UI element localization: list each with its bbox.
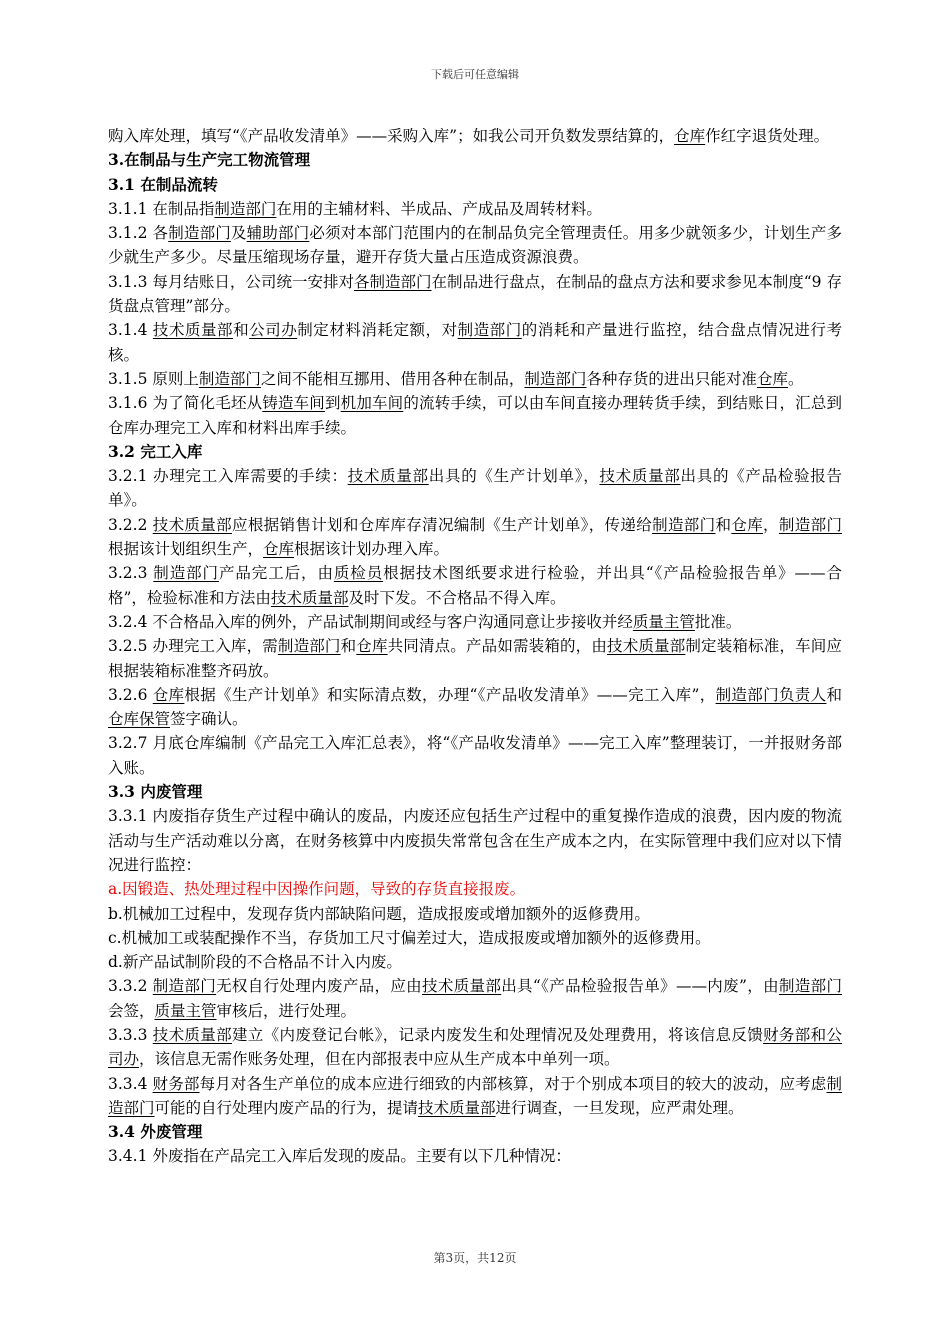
underlined-term: 制造部门 [652,515,716,534]
text-run: ，该信息无需作账务处理，但在内部报表中应从生产成本中单列一项。 [139,1050,620,1069]
underlined-term: 制造部门 [168,224,231,243]
paragraph [108,270,842,319]
text-run: 和 [715,515,732,534]
paragraph [108,124,842,148]
text-run: 应根据销售计划和仓库库存清况编制《生产计划单》，传递给 [231,515,653,534]
text-run: 3.2.1 办理完工入库需要的手续： [108,467,348,486]
paragraph [108,391,842,440]
paragraph [108,318,842,367]
underlined-term: 质量主管 [632,612,695,631]
text-run: 3.2.6 [108,685,153,704]
text-run: 根据该计划组织生产， [108,540,264,559]
text-run: ， [763,515,779,534]
paragraph [108,1072,842,1121]
text-run: 审核后，进行处理。 [216,1001,357,1020]
text-run: 根据该计划办理入库。 [294,540,450,559]
paragraph [108,877,842,901]
text-run: 3.1.3 每月结账日，公司统一安排对 [108,272,354,291]
text-run: 的流转手续，可以由车间直接办理转货手续，到结账日，汇总到仓库办理完工入库和材料出库手续。 [108,394,842,437]
text-run: 进行调查，一旦发现，应严肃处理。 [495,1098,744,1117]
underlined-term: 仓库 [756,369,788,388]
paragraph [108,731,842,780]
text-run: 在用的主辅材料、半成品、产成品及周转材料。 [276,199,602,218]
underlined-term: 仓库保管 [108,710,171,729]
underlined-term: 制造部门 [778,977,842,996]
underlined-term: 各制造部门 [354,272,432,291]
paragraph [108,610,842,634]
text-run: 3.4 外废管理 [108,1122,203,1142]
underlined-term: 技术质量部 [152,1025,232,1044]
page-footer: 第3页，共12页 [433,1251,517,1265]
text-run: 。 [787,369,804,388]
paragraph [108,950,842,974]
underlined-term: 仓库 [731,515,764,534]
document-body [108,124,842,1169]
text-run: 3.3 内废管理 [108,782,203,802]
text-run: 3.1.1 在制品指 [108,199,215,218]
underlined-term: 制造部门负责人 [715,685,827,704]
page-header: 下载后可任意编辑 [431,68,519,81]
text-run: 之间不能相互挪用、借用各种在制品， [260,369,525,388]
text-run: 制定装箱标准，车间应根据装箱标准整齐码放。 [108,637,842,680]
text-run: b.机械加工过程中，发现存货内部缺陷问题，造成报废或增加额外的返修费用。 [108,904,650,923]
text-run: 及时下发。不合格品不得入库。 [348,588,566,607]
text-run: 各种存货的进出只能对准 [586,369,757,388]
underlined-term: 仓库 [263,540,295,559]
paragraph [108,634,842,683]
text-run: 建立《内废登记台帐》，记录内废发生和处理情况及处理费用，将该信息反馈 [231,1025,764,1044]
text-run: 和 [233,321,250,340]
underlined-term: 技术质量部 [418,1098,496,1117]
paragraph [108,197,842,221]
underlined-term: 制造部门 [152,977,217,996]
section-heading [108,440,842,464]
text-run: 出具的《产品检验报告单》。 [108,467,842,510]
text-run: 3.3.2 [108,977,153,996]
text-run: 根据技术图纸要求进行检验，并出具“《产品检验报告单》——合格”，检验标准和方法由 [108,564,842,607]
text-run: 3.1.2 各 [108,224,169,243]
text-run: 在制品进行盘点，在制品的盘点方法和要求参见本制度“9 存货盘点管理”部分。 [108,272,842,316]
underlined-term: 制造部门 [524,369,587,388]
paragraph [108,561,842,610]
paragraph [108,367,842,391]
text-run: 会签， [108,1001,155,1020]
text-run: 3.4.1 外废指在产品完工入库后发现的废品。主要有以下几种情况： [108,1147,571,1166]
underlined-term: 公司办 [249,321,298,340]
text-run: 出具的《生产计划单》， [428,467,600,486]
text-run: 无权自行处理内废产品，应由 [216,977,423,996]
underlined-term: 铸造车间 [262,394,325,413]
underlined-term: 技术质量部 [152,515,232,534]
underlined-term: 技术质量部 [607,637,686,656]
underlined-term: 财务部 [152,1074,200,1093]
underlined-term: 仓库 [152,685,185,704]
underlined-term: 仓库 [674,127,706,145]
underlined-term: 技术质量部 [270,588,349,607]
text-run: 3.2.4 不合格品入库的例外，产品试制期间或经与客户沟通同意让步接收并经 [108,612,633,631]
underlined-term: 技术质量部 [599,467,681,486]
underlined-term: 财务部和公司办 [108,1025,842,1069]
text-run: 每月对各生产单位的成本应进行细致的内部核算，对于个别成本项目的较大的波动，应考虑 [199,1074,827,1093]
text-run: 批准。 [694,612,742,631]
underlined-term: 仓库 [356,637,388,656]
text-run: 根据《生产计划单》和实际清点数，办理“《产品收发清单》——完工入库”， [184,685,716,704]
text-run: 作红字退货处理。 [705,127,830,145]
text-run: 3.2.7 月底仓库编制《产品完工入库汇总表》，将“《产品收发清单》——完工入库”整理装订，一并报财务部入账。 [108,734,842,777]
paragraph [108,1023,842,1072]
paragraph [108,464,842,513]
text-run: 3.2.5 办理完工入库，需 [108,637,278,656]
section-heading [108,780,842,804]
underlined-term: 技术质量部 [347,467,429,486]
underlined-term: 质检员 [333,564,384,583]
text-run: 出具“《产品检验报告单》——内废”，由 [501,977,779,996]
text-run: 3.3.1 内废指存货生产过程中确认的废品，内废还应包括生产过程中的重复操作造成的浪费，因内废的物流活动与生产活动难以分离，在财务核算中内废损失常常包含在生产成本之内，在实际管理中我们应对以下情况进行监控： [108,807,842,874]
text-run: 3.1.6 为了简化毛坯从 [108,394,263,413]
text-run: 签字确认。 [170,710,248,729]
underlined-term: 制造部门 [778,515,842,534]
paragraph [108,926,842,950]
underlined-term: 制造部门 [214,199,277,218]
underlined-term: 质量主管 [154,1001,217,1020]
text-run: a.因锻造、热处理过程中因操作问题，导致的存货直接报废。 [108,880,526,899]
underlined-term: 制造部门 [457,321,522,340]
text-run: 购入库处理，填写“《产品收发清单》——采购入库”；如我公司开负数发票结算的， [108,127,675,145]
text-run: 3.3.3 [108,1025,153,1044]
text-run: 3.2 完工入库 [108,441,203,461]
section-heading [108,173,842,197]
paragraph [108,974,842,1023]
paragraph [108,221,842,270]
text-run: 共同清点。产品如需装箱的，由 [387,637,608,656]
text-run: 可能的自行处理内废产品的行为，提请 [154,1098,419,1117]
underlined-term: 制造部门 [108,1074,842,1117]
text-run: d.新产品试制阶段的不合格品不计入内废。 [108,953,402,972]
text-run: 和 [340,637,357,656]
text-run: 及 [230,224,247,243]
text-run: 3.1 在制品流转 [108,174,218,194]
paragraph [108,683,842,732]
text-run: 3.1.4 [108,321,153,340]
underlined-term: 技术质量部 [422,977,502,996]
section-heading [108,1120,842,1144]
text-run: 和 [826,685,842,704]
text-run: 3.1.5 原则上 [108,369,199,388]
paragraph [108,804,842,877]
text-run: 到 [324,394,341,413]
text-run: 的消耗和产量进行监控，结合盘点情况进行考核。 [108,321,842,364]
text-run: 制定材料消耗定额，对 [297,321,458,340]
underlined-term: 制造部门 [153,564,219,583]
paragraph [108,902,842,926]
underlined-term: 制造部门 [277,637,341,656]
underlined-term: 制造部门 [198,369,261,388]
text-run: 产品完工后，由 [218,564,334,583]
underlined-term: 机加车间 [340,394,404,413]
paragraph [108,513,842,562]
text-run: 3.3.4 [108,1074,153,1093]
underlined-term: 技术质量部 [152,321,234,340]
section-heading [108,148,842,172]
text-run: 必须对本部门范围内的在制品负完全管理责任。用多少就领多少，计划生产多少就生产多少。尽量压缩现场存量，避开存货大量占压造成资源浪费。 [108,224,842,267]
text-run: c.机械加工或装配操作不当，存货加工尺寸偏差过大，造成报废或增加额外的返修费用。 [108,928,711,947]
underlined-term: 辅助部门 [246,224,310,243]
text-run: 3.在制品与生产完工物流管理 [108,150,311,170]
paragraph [108,1144,842,1168]
text-run: 3.2.3 [108,564,154,583]
text-run: 3.2.2 [108,515,153,534]
